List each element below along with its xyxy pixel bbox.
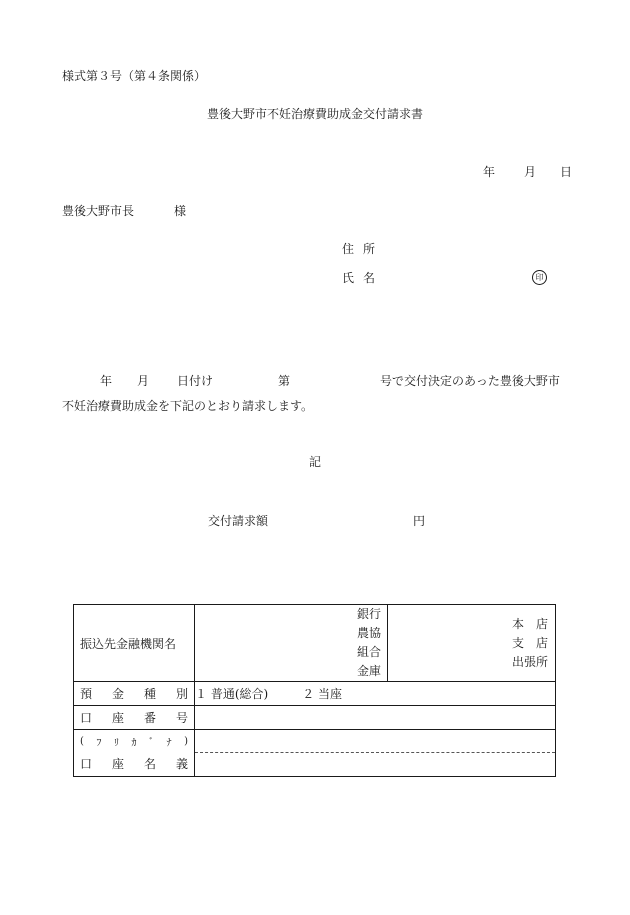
- label-char: 号: [175, 711, 188, 725]
- bank-info-table: [73, 604, 556, 777]
- account-number-label: [74, 706, 195, 730]
- branch-type-branch: 支 店: [511, 635, 548, 650]
- label-char: 名: [143, 757, 156, 771]
- account-name-label: [74, 730, 195, 777]
- label-char: 金: [111, 687, 124, 701]
- table-row: [74, 682, 556, 706]
- label-char: 口: [80, 757, 93, 771]
- label-char: ﾘ: [113, 738, 119, 749]
- account-name-field: [195, 730, 556, 777]
- document-title: 豊後大野市不妊治療費助成金交付請求書: [206, 107, 423, 121]
- body-number-prefix: 第: [278, 374, 291, 388]
- label-char: (: [80, 736, 84, 747]
- deposit-choice-current: ２ 当座: [302, 687, 343, 701]
- label-char: ): [184, 736, 188, 747]
- label-char: ﾞ: [149, 738, 155, 749]
- branch-type-sub: 出張所: [511, 654, 548, 669]
- label-char: 口: [80, 711, 93, 725]
- date-year-label: 年: [483, 165, 496, 179]
- body-month-label: 月: [137, 374, 150, 388]
- label-char: 種: [143, 687, 156, 701]
- table-row: [74, 706, 556, 730]
- label-char: 座: [111, 757, 124, 771]
- body-line2: 不妊治療費助成金を下記のとおり請求します。: [62, 399, 314, 413]
- ki-heading: 記: [309, 455, 322, 469]
- amount-unit: 円: [413, 514, 426, 528]
- label-char: 座: [111, 711, 124, 725]
- label-char: 預: [80, 687, 93, 701]
- institution-label: 振込先金融機関名: [74, 605, 195, 682]
- label-char: 義: [175, 757, 188, 771]
- date-day-label: 日: [560, 165, 573, 179]
- addressee-honorific: 様: [174, 204, 187, 218]
- table-row: [74, 730, 556, 777]
- deposit-type-label: [74, 682, 195, 706]
- amount-label: 交付請求額: [208, 514, 269, 528]
- institution-type-agri: 農協: [356, 626, 381, 640]
- body-year-label: 年: [100, 374, 113, 388]
- furigana-line: [195, 730, 555, 753]
- applicant-name-label: 氏名: [342, 271, 385, 285]
- account-number-field: [195, 706, 556, 730]
- table-row: [74, 605, 556, 682]
- branch-name-cell: [388, 605, 556, 682]
- label-char: 番: [143, 711, 156, 725]
- applicant-address-label: 住所: [342, 242, 385, 256]
- deposit-choice-ordinary: １ 普通(総合): [195, 687, 269, 701]
- form-number: 様式第３号（第４条関係）: [62, 69, 207, 83]
- institution-type-credit: 金庫: [356, 664, 381, 678]
- branch-type-head: 本 店: [511, 616, 548, 631]
- addressee-name: 豊後大野市長: [62, 204, 135, 218]
- label-char: ｶ: [131, 738, 137, 749]
- institution-type-union: 組合: [356, 645, 381, 659]
- body-dated-label: 日付け: [177, 374, 214, 388]
- body-line1-rest: 号で交付決定のあった豊後大野市: [380, 374, 560, 388]
- institution-name-cell: [195, 605, 388, 682]
- deposit-type-choices: [195, 682, 556, 706]
- institution-type-bank: 銀行: [356, 607, 381, 621]
- date-month-label: 月: [524, 165, 537, 179]
- seal-mark: 印: [532, 270, 547, 285]
- label-char: ﾅ: [166, 738, 172, 749]
- label-char: ﾌ: [96, 738, 102, 749]
- account-name-line: [195, 753, 555, 776]
- label-char: 別: [175, 687, 188, 701]
